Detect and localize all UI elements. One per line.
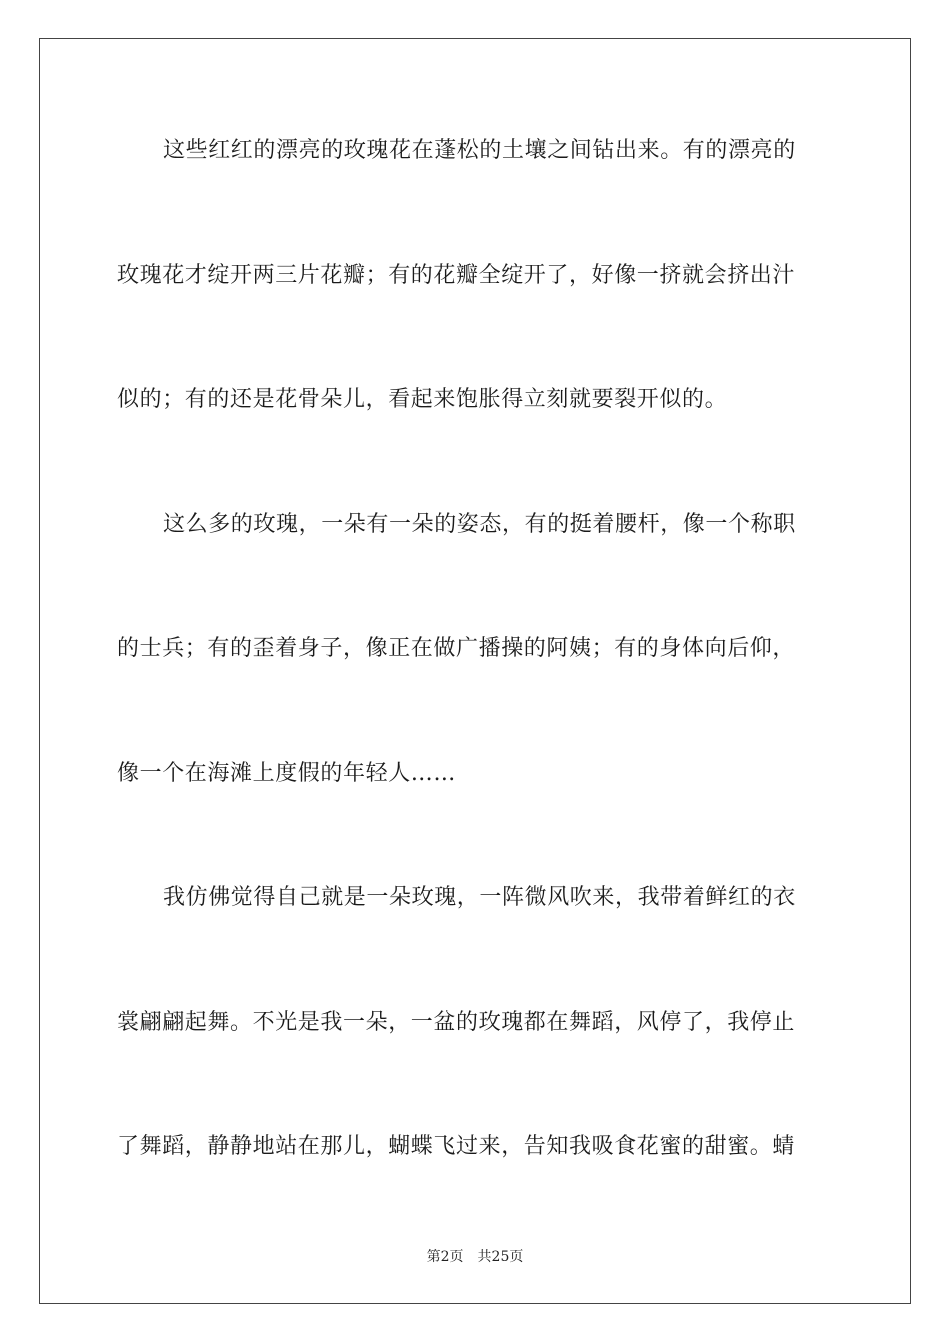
page-footer bbox=[0, 1247, 950, 1267]
page-frame bbox=[39, 38, 911, 1304]
paragraph-1-line-2: 玫瑰花才绽开两三片花瓣；有的花瓣全绽开了，好像一挤就会挤出汁 bbox=[117, 263, 796, 288]
paragraph-2-line-1: 这么多的玫瑰，一朵有一朵的姿态，有的挺着腰杆，像一个称职 bbox=[163, 512, 796, 537]
paragraph-2-line-3: 像一个在海滩上度假的年轻人…… bbox=[117, 761, 457, 786]
paragraph-2-line-2: 的士兵；有的歪着身子，像正在做广播操的阿姨；有的身体向后仰， bbox=[117, 636, 796, 661]
paragraph-1-line-1: 这些红红的漂亮的玫瑰花在蓬松的土壤之间钻出来。有的漂亮的 bbox=[163, 138, 796, 163]
paragraph-3-line-2: 裳翩翩起舞。不光是我一朵，一盆的玫瑰都在舞蹈，风停了，我停止 bbox=[117, 1010, 796, 1035]
page-number: 第2页 bbox=[426, 1249, 464, 1265]
paragraph-1-line-3: 似的；有的还是花骨朵儿，看起来饱胀得立刻就要裂开似的。 bbox=[117, 387, 728, 412]
page-total: 共25页 bbox=[477, 1249, 524, 1265]
paragraph-3-line-3: 了舞蹈，静静地站在那儿，蝴蝶飞过来，告知我吸食花蜜的甜蜜。蜻 bbox=[117, 1134, 796, 1159]
paragraph-3-line-1: 我仿佛觉得自己就是一朵玫瑰，一阵微风吹来，我带着鲜红的衣 bbox=[163, 885, 796, 910]
